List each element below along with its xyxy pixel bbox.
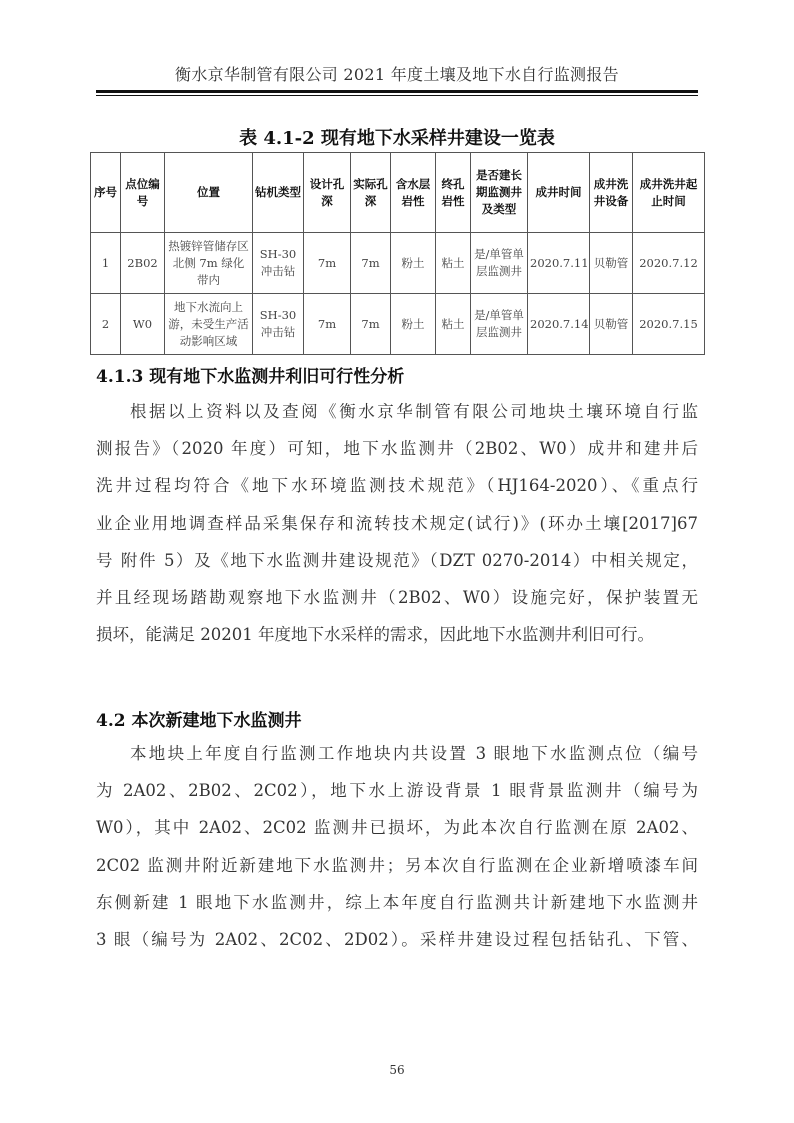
table-header-row <box>91 153 705 233</box>
column-header: 是否建长期监测井及类型 <box>471 153 528 233</box>
table-cell: 粘土 <box>436 294 471 355</box>
table-cell: W0 <box>121 294 165 355</box>
paragraph-line: 3 眼（编号为 2A02、2C02、2D02）。采样井建设过程包括钻孔、下管、 <box>96 929 698 949</box>
table-cell: 1 <box>91 233 121 294</box>
column-header: 实际孔深 <box>351 153 391 233</box>
table-cell: 7m <box>351 294 391 355</box>
table-cell: SH-30 冲击钻 <box>253 294 304 355</box>
running-header: 衡水京华制管有限公司 2021 年度土壤及地下水自行监测报告 <box>175 65 619 84</box>
paragraph-line: 业企业用地调查样品采集保存和流转技术规定(试行)》(环办土壤[2017]67 <box>96 513 698 533</box>
table-cell: 2020.7.11 <box>528 233 590 294</box>
section-heading-4-2: 4.2 本次新建地下水监测井 <box>96 711 302 731</box>
section-heading-4-1-3: 4.1.3 现有地下水监测井利旧可行性分析 <box>96 367 405 387</box>
column-header: 序号 <box>91 153 121 233</box>
table-cell: 2020.7.14 <box>528 294 590 355</box>
paragraph-new-wells <box>96 735 698 958</box>
header-rule-thick <box>96 90 698 93</box>
table-cell: SH-30 冲击钻 <box>253 233 304 294</box>
column-header: 位置 <box>165 153 253 233</box>
column-header: 含水层岩性 <box>391 153 436 233</box>
table-cell: 是/单管单层监测井 <box>471 294 528 355</box>
page-number: 56 <box>389 1063 405 1077</box>
table-cell: 地下水流向上游，未受生产活动影响区域 <box>165 294 253 355</box>
paragraph-line: 根据以上资料以及查阅《衡水京华制管有限公司地块土壤环境自行监 <box>130 402 698 421</box>
paragraph-line: 损坏，能满足 20201 年度地下水采样的需求，因此地下水监测井利旧可行。 <box>96 625 654 645</box>
column-header: 成井时间 <box>528 153 590 233</box>
column-header: 设计孔深 <box>304 153 351 233</box>
paragraph-line: 号 附件 5）及《地下水监测井建设规范》（DZT 0270-2014）中相关规定， <box>96 550 698 570</box>
paragraph-line: 测报告》（2020 年度）可知，地下水监测井（2B02、W0）成井和建井后 <box>96 439 698 459</box>
table-cell: 贝勒管 <box>590 233 633 294</box>
paragraph-line: W0），其中 2A02、2C02 监测井已损坏，为此本次自行监测在原 2A02、 <box>96 818 698 838</box>
column-header: 点位编号 <box>121 153 165 233</box>
table-caption: 表 4.1-2 现有地下水采样井建设一览表 <box>239 128 555 149</box>
table-row <box>91 233 705 294</box>
table-cell: 热镀锌管储存区北侧 7m 绿化带内 <box>165 233 253 294</box>
paragraph-line: 本地块上年度自行监测工作地块内共设置 3 眼地下水监测点位（编号 <box>130 744 698 763</box>
table-cell: 2020.7.15 <box>633 294 705 355</box>
table-cell: 7m <box>304 294 351 355</box>
table-cell: 粘土 <box>436 233 471 294</box>
groundwater-well-table <box>90 152 705 355</box>
table-cell: 2B02 <box>121 233 165 294</box>
table-cell: 粉土 <box>391 294 436 355</box>
paragraph-line: 洗井过程均符合《地下水环境监测技术规范》（HJ164-2020）、《重点行 <box>96 476 698 496</box>
paragraph-line: 为 2A02、2B02、2C02），地下水上游设背景 1 眼背景监测井（编号为 <box>96 781 698 801</box>
table-cell: 2 <box>91 294 121 355</box>
column-header: 成井洗井设备 <box>590 153 633 233</box>
table-cell: 7m <box>304 233 351 294</box>
table-cell: 贝勒管 <box>590 294 633 355</box>
paragraph-well-reuse <box>96 393 698 653</box>
paragraph-line: 2C02 监测井附近新建地下水监测井；另本次自行监测在企业新增喷漆车间 <box>96 855 698 875</box>
paragraph-line: 东侧新建 1 眼地下水监测井，综上本年度自行监测共计新建地下水监测井 <box>96 892 698 912</box>
table-cell: 2020.7.12 <box>633 233 705 294</box>
column-header: 钻机类型 <box>253 153 304 233</box>
paragraph-line: 并且经现场踏勘观察地下水监测井（2B02、W0）设施完好，保护装置无 <box>96 587 698 607</box>
table-cell: 粉土 <box>391 233 436 294</box>
column-header: 成井洗井起止时间 <box>633 153 705 233</box>
table-cell: 7m <box>351 233 391 294</box>
table-row <box>91 294 705 355</box>
header-rule-thin <box>96 95 698 96</box>
table-cell: 是/单管单层监测井 <box>471 233 528 294</box>
column-header: 终孔岩性 <box>436 153 471 233</box>
